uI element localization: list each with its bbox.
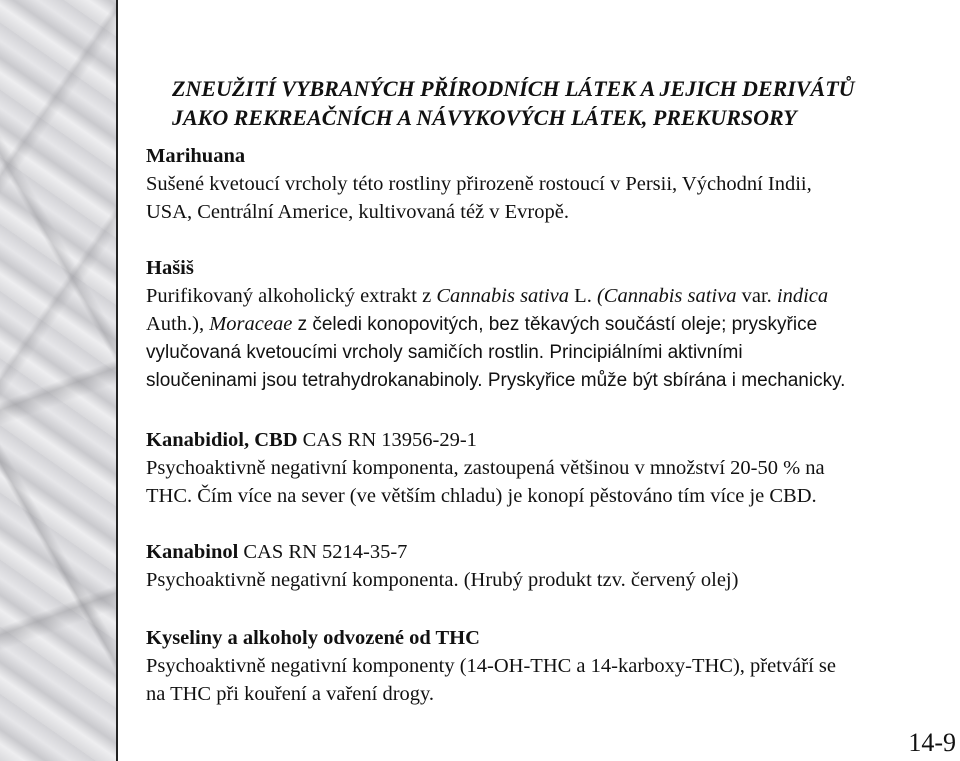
heading-marihuana: Marihuana xyxy=(146,145,246,167)
text-line: na THC při kouření a vaření drogy. xyxy=(146,683,435,705)
text-line: sloučeninami jsou tetrahydrokanabinoly. Pryskyřice může být sbírána i mechanicky. xyxy=(146,370,846,391)
latin-name: Moraceae xyxy=(209,313,293,335)
section-kanabinol xyxy=(146,538,946,594)
heading-hasis: Hašiš xyxy=(146,257,194,279)
text-line: vylučovaná kvetoucími vrcholy samičích rostlin. Principiálními aktivními xyxy=(146,342,743,363)
section-kyseliny xyxy=(146,624,946,708)
paragraph-kanabinol xyxy=(146,566,946,594)
text-line: Sušené kvetoucí vrcholy této rostliny přirozeně rostoucí v Persii, Východní Indii, xyxy=(146,173,812,195)
title-line-2: JAKO REKREAČNÍCH A NÁVYKOVÝCH LÁTEK, PREKURSORY xyxy=(172,105,797,130)
paragraph-kanabidiol xyxy=(146,454,946,510)
text-run: var. xyxy=(736,285,777,307)
paragraph-hasis xyxy=(146,282,946,395)
heading-kanabidiol xyxy=(146,426,946,454)
page-title xyxy=(172,74,952,132)
heading-kyseliny: Kyseliny a alkoholy odvozené od THC xyxy=(146,627,480,649)
text-line: USA, Centrální Americe, kultivovaná též v Evropě. xyxy=(146,201,569,223)
compound-name: Kanabidiol, CBD xyxy=(146,429,298,451)
text-run: z čeledi konopovitých, bez těkavých součástí oleje; pryskyřice xyxy=(292,314,818,335)
text-run: Auth.), xyxy=(146,313,210,335)
text-run: Purifikovaný alkoholický extrakt z xyxy=(146,285,437,307)
section-hasis xyxy=(146,254,946,395)
sidebar-divider xyxy=(116,0,118,761)
latin-name: (Cannabis sativa xyxy=(596,285,737,307)
title-line-1: ZNEUŽITÍ VYBRANÝCH PŘÍRODNÍCH LÁTEK A JEJICH DERIVÁTŮ xyxy=(172,76,855,101)
compound-name: Kanabinol xyxy=(146,541,239,563)
marble-sidebar-decoration xyxy=(0,0,118,761)
text-line: THC. Čím více na sever (ve větším chladu) je konopí pěstováno tím více je CBD. xyxy=(146,485,817,507)
text-line xyxy=(146,282,946,310)
latin-name: Cannabis sativa xyxy=(436,285,570,307)
cas-number: CAS RN 13956-29-1 xyxy=(297,429,477,451)
cas-number: CAS RN 5214-35-7 xyxy=(238,541,408,563)
latin-name: indica xyxy=(776,285,829,307)
paragraph-kyseliny xyxy=(146,652,946,708)
text-line: Psychoaktivně negativní komponenta, zastoupená většinou v množství 20-50 % na xyxy=(146,457,825,479)
section-kanabidiol xyxy=(146,426,946,510)
text-line xyxy=(146,310,946,339)
text-run: L. xyxy=(569,285,597,307)
text-line: Psychoaktivně negativní komponenty (14-OH-THC a 14-karboxy-THC), přetváří se xyxy=(146,655,837,677)
page-number: 14-9 xyxy=(908,728,956,757)
heading-kanabinol xyxy=(146,538,946,566)
paragraph-marihuana xyxy=(146,170,946,226)
section-marihuana xyxy=(146,142,946,226)
text-line: Psychoaktivně negativní komponenta. (Hrubý produkt tzv. červený olej) xyxy=(146,569,739,591)
